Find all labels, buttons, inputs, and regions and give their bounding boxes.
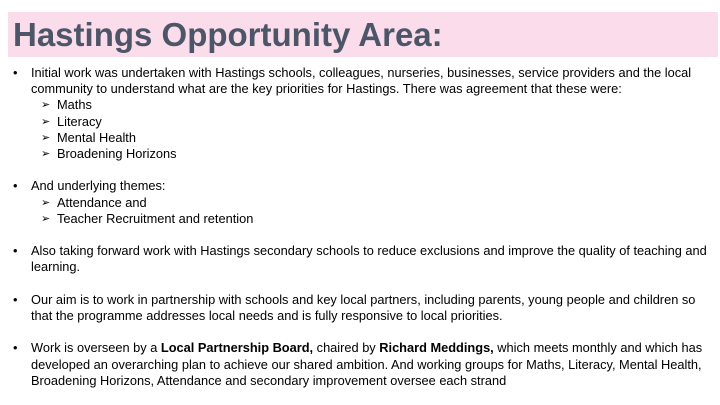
arrow-bullet-icon: ➢: [41, 196, 51, 209]
list-item-label: Maths: [57, 97, 92, 113]
board-name: Local Partnership Board,: [160, 340, 314, 356]
bullet-text: And underlying themes:: [31, 178, 166, 194]
slide-content: [13, 65, 715, 405]
bullet-text: Our aim is to work in partnership with schools and key local partners, including parents, young people and children so that the programme addresses local needs and is fully responsive to local priorities.: [31, 291, 696, 323]
bullet-icon: •: [13, 178, 18, 194]
bullet-secondary-schools: [13, 243, 715, 275]
bullet-icon: •: [13, 65, 18, 80]
list-item: [31, 114, 715, 130]
bullet-text-part: which meets monthly and which has developed an overarching plan to achieve our shared ambition. And working groups for Maths, Literacy, Mental Health, Broadening Horizons, Attendance and secondary improvement oversee each strand: [31, 340, 703, 388]
bullet-priorities: [13, 65, 715, 162]
bullet-icon: •: [13, 243, 18, 259]
list-item: [31, 146, 715, 162]
chair-name: Richard Meddings,: [379, 340, 494, 356]
list-item-label: Teacher Recruitment and retention: [57, 210, 254, 226]
list-item-label: Literacy: [57, 113, 102, 129]
themes-list: [31, 195, 715, 227]
list-item: [31, 211, 715, 227]
bullet-icon: •: [13, 291, 18, 307]
list-item: [31, 130, 715, 146]
list-item-label: Broadening Horizons: [57, 146, 177, 162]
bullet-icon: •: [13, 340, 18, 356]
bullet-governance: [13, 340, 715, 389]
list-item: [31, 195, 715, 211]
arrow-bullet-icon: ➢: [41, 115, 51, 128]
bullet-themes: [13, 178, 715, 227]
arrow-bullet-icon: ➢: [41, 148, 51, 161]
priority-list: [31, 97, 715, 162]
arrow-bullet-icon: ➢: [41, 99, 51, 112]
bullet-text-part: chaired by: [313, 340, 380, 356]
slide-title: Hastings Opportunity Area:: [13, 16, 443, 53]
arrow-bullet-icon: ➢: [41, 131, 51, 144]
arrow-bullet-icon: ➢: [41, 212, 51, 225]
list-item: [31, 97, 715, 113]
bullet-text-part: Work is overseen by a: [31, 340, 161, 356]
list-item-label: Mental Health: [57, 129, 136, 145]
bullet-text: Initial work was undertaken with Hastings schools, colleagues, nurseries, businesses, service providers and the local community to understand what are the key priorities for Hastings. There was agreement that these were:: [31, 65, 692, 97]
bullet-aim: [13, 292, 715, 324]
bullet-text: Also taking forward work with Hastings secondary schools to reduce exclusions and improve the quality of teaching and learning.: [31, 243, 707, 275]
list-item-label: Attendance and: [57, 194, 147, 210]
